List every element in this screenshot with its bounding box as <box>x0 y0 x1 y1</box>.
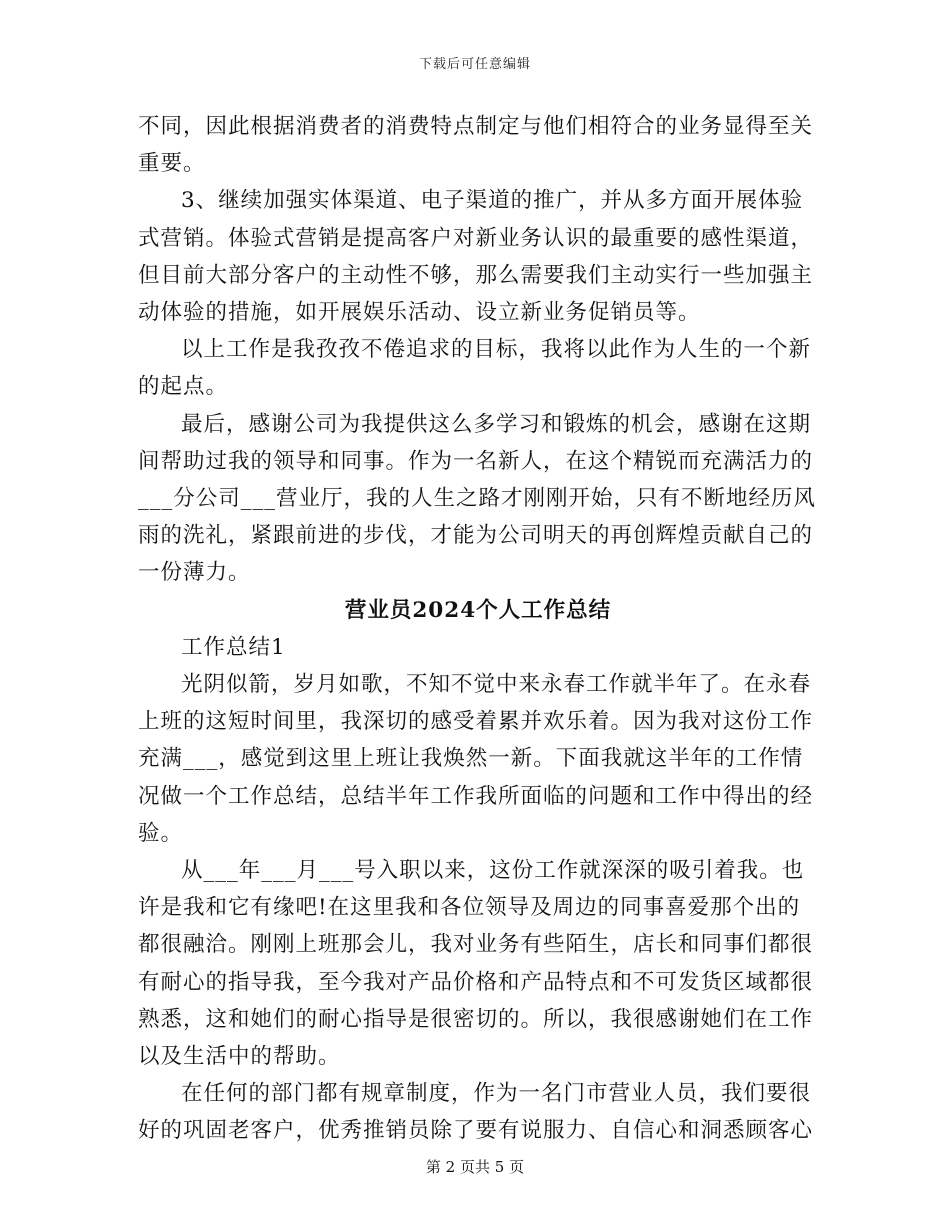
section-title: 营业员2024个人工作总结 <box>344 597 612 623</box>
subsection-title: 工作总结1 <box>181 634 286 660</box>
paragraph: 3、继续加强实体渠道、电子渠道的推广，并从多方面开展体验式营销。体验式营销是提高客户对新业务认识的最重要的感性渠道，但目前大部分客户的主动性不够，那么需要我们主动实行一些加强主动体验的措施，如开展娱乐活动、设立新业务促销员等。 <box>138 188 814 326</box>
document-body <box>138 108 818 1150</box>
paragraph: 在任何的部门都有规章制度，作为一名门市营业人员，我们要很好的巩固老客户，优秀推销员除了要有说服力、自信心和洞悉顾客心 <box>138 1081 814 1144</box>
paragraph: 从___年___月___号入职以来，这份工作就深深的吸引着我。也许是我和它有缘吧!在这里我和各位领导及周边的同事喜爱那个出的都很融洽。刚刚上班那会儿，我对业务有些陌生，店长和同事们都很有耐心的指导我，至今我对产品价格和产品特点和不可发货区域都很熟悉，这和她们的耐心指导是很密切的。所以，我很感谢她们在工作以及生活中的帮助。 <box>138 858 814 1070</box>
page-footer: 第 2 页共 5 页 <box>425 1158 525 1176</box>
paragraph: 不同，因此根据消费者的消费特点制定与他们相符合的业务显得至关重要。 <box>138 114 814 177</box>
page-header: 下载后可任意编辑 <box>418 57 531 72</box>
paragraph: 光阴似箭，岁月如歌，不知不觉中来永春工作就半年了。在永春上班的这短时间里，我深切的感受着累并欢乐着。因为我对这份工作充满___，感觉到这里上班让我焕然一新。下面我就这半年的工作情况做一个工作总结，总结半年工作我所面临的问题和工作中得出的经验。 <box>138 672 814 846</box>
paragraph: 最后，感谢公司为我提供这么多学习和锻炼的机会，感谢在这期间帮助过我的领导和同事。作为一名新人，在这个精锐而充满活力的___分公司___营业厅，我的人生之路才刚刚开始，只有不断地经历风雨的洗礼，紧跟前进的步伐，才能为公司明天的再创辉煌贡献自己的一份薄力。 <box>138 411 817 586</box>
paragraph: 以上工作是我孜孜不倦追求的目标，我将以此作为人生的一个新的起点。 <box>138 337 812 400</box>
